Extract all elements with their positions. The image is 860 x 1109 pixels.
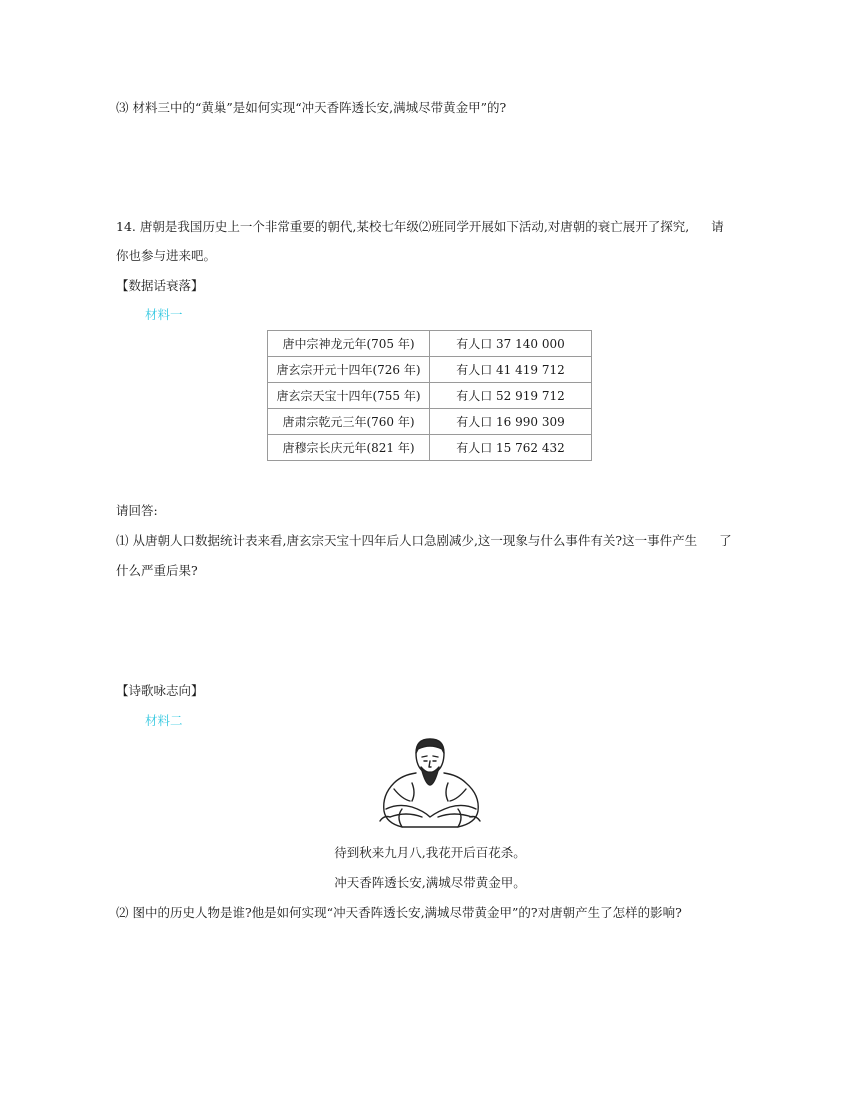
table-cell-population: 有人口 52 919 712: [430, 383, 592, 409]
question-14-sub1-tail: 了: [719, 533, 732, 548]
poem-line-1: 待到秋来九月八,我花开后百花杀。: [334, 845, 526, 860]
question-14-sub1-text: ⑴ 从唐朝人口数据统计表来看,唐玄宗天宝十四年后人口急剧减少,这一现象与什么事件有关?这一事件产生: [116, 533, 698, 548]
question-14-intro-line2: 你也参与进来吧。: [116, 248, 217, 263]
table-row: [268, 357, 592, 383]
table-cell-population: 有人口 15 762 432: [430, 435, 592, 461]
table-row: [268, 409, 592, 435]
question-14-intro-text: 14. 唐朝是我国历史上一个非常重要的朝代,某校七年级⑵班同学开展如下活动,对唐朝的衰亡展开了探究,: [116, 219, 690, 234]
question-14-intro-tail: 请: [711, 219, 724, 234]
table-row: [268, 331, 592, 357]
table-cell-period: 唐中宗神龙元年(705 年): [268, 331, 430, 357]
huang-chao-portrait-illustration: [372, 737, 488, 833]
question-14-sub2: ⑵ 图中的历史人物是谁?他是如何实现“冲天香阵透长安,满城尽带黄金甲”的?对唐朝产生了怎样的影响?: [116, 905, 682, 920]
table-cell-period: 唐玄宗开元十四年(726 年): [268, 357, 430, 383]
section-heading-data: 【数据话衰落】: [116, 278, 204, 293]
answer-prompt: 请回答:: [116, 503, 158, 518]
table-row: [268, 435, 592, 461]
section-heading-poetry: 【诗歌咏志向】: [116, 683, 204, 698]
table-cell-population: 有人口 37 140 000: [430, 331, 592, 357]
table-cell-period: 唐肃宗乾元三年(760 年): [268, 409, 430, 435]
table-cell-population: 有人口 41 419 712: [430, 357, 592, 383]
question-14-intro-line1: [116, 219, 724, 235]
material-2-label: 材料二: [145, 713, 183, 728]
table-cell-period: 唐穆宗长庆元年(821 年): [268, 435, 430, 461]
table-row: [268, 383, 592, 409]
question-13-sub3: ⑶ 材料三中的“黄巢”是如何实现“冲天香阵透长安,满城尽带黄金甲”的?: [116, 100, 507, 115]
table-cell-population: 有人口 16 990 309: [430, 409, 592, 435]
question-14-sub1-line1: [116, 533, 732, 549]
poem-line-2: 冲天香阵透长安,满城尽带黄金甲。: [334, 875, 526, 890]
table-cell-period: 唐玄宗天宝十四年(755 年): [268, 383, 430, 409]
population-table: [267, 330, 592, 461]
question-14-sub1-line2: 什么严重后果?: [116, 563, 198, 578]
material-1-label: 材料一: [145, 307, 183, 322]
